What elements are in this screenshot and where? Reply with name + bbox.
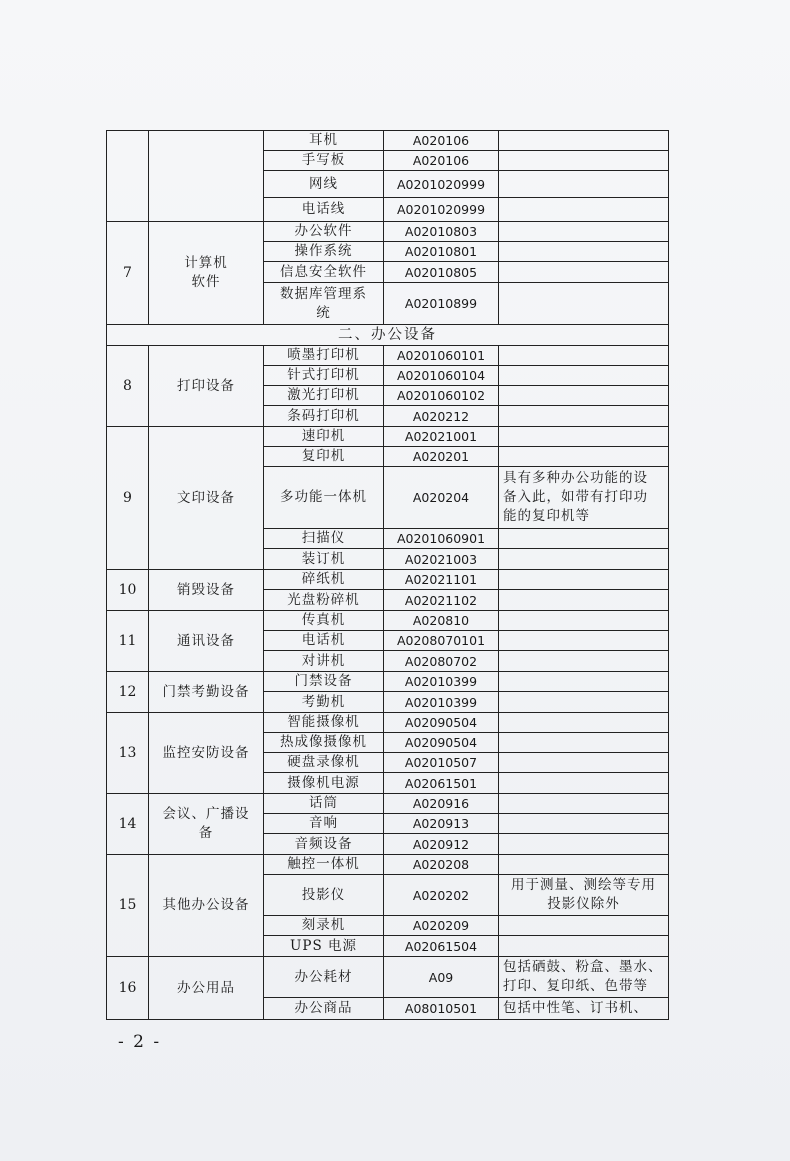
item-name: 智能摄像机 — [264, 713, 384, 733]
table-row — [107, 672, 669, 692]
category-cell: 通讯设备 — [149, 611, 264, 672]
item-note — [499, 427, 669, 447]
item-note — [499, 131, 669, 151]
item-note — [499, 570, 669, 590]
row-number: 11 — [107, 611, 149, 672]
item-name: 复印机 — [264, 447, 384, 467]
item-name: 信息安全软件 — [264, 262, 384, 283]
item-note — [499, 346, 669, 366]
item-code: A02061501 — [384, 773, 499, 794]
item-name: 硬盘录像机 — [264, 753, 384, 773]
table-row — [107, 222, 669, 242]
category-cell: 会议、广播设 备 — [149, 794, 264, 855]
item-note — [499, 529, 669, 549]
item-code: A0201060102 — [384, 386, 499, 406]
item-code: A020810 — [384, 611, 499, 631]
item-note — [499, 447, 669, 467]
table-row — [107, 570, 669, 590]
item-code: A0201060901 — [384, 529, 499, 549]
item-note — [499, 855, 669, 875]
item-code: A02010399 — [384, 672, 499, 692]
item-code: A02010899 — [384, 283, 499, 325]
item-name: 电话机 — [264, 631, 384, 651]
category-cell — [149, 131, 264, 222]
item-name: 多功能一体机 — [264, 467, 384, 529]
item-code: A020912 — [384, 834, 499, 855]
item-name: 网线 — [264, 171, 384, 198]
section-title: 二、办公设备 — [107, 325, 669, 346]
page-number: - 2 - — [118, 1032, 162, 1052]
item-code: A02090504 — [384, 713, 499, 733]
row-number: 15 — [107, 855, 149, 957]
category-cell: 监控安防设备 — [149, 713, 264, 794]
category-cell: 门禁考勤设备 — [149, 672, 264, 713]
item-name: 条码打印机 — [264, 406, 384, 427]
table-row — [107, 611, 669, 631]
item-name: 激光打印机 — [264, 386, 384, 406]
row-number: 16 — [107, 957, 149, 1020]
row-number: 12 — [107, 672, 149, 713]
item-code: A02010507 — [384, 753, 499, 773]
item-name: 摄像机电源 — [264, 773, 384, 794]
item-code: A02021003 — [384, 549, 499, 570]
item-code: A020106 — [384, 131, 499, 151]
item-name: 热成像摄像机 — [264, 733, 384, 753]
item-name: 传真机 — [264, 611, 384, 631]
table-row — [107, 713, 669, 733]
item-note — [499, 814, 669, 834]
item-code: A02010801 — [384, 242, 499, 262]
item-name: 门禁设备 — [264, 672, 384, 692]
item-note — [499, 916, 669, 936]
item-name: 对讲机 — [264, 651, 384, 672]
item-name: 数据库管理系 统 — [264, 283, 384, 325]
section-header-row — [107, 325, 669, 346]
item-note — [499, 406, 669, 427]
item-name: 考勤机 — [264, 692, 384, 713]
category-cell: 销毁设备 — [149, 570, 264, 611]
item-name: 话筒 — [264, 794, 384, 814]
item-name: 刻录机 — [264, 916, 384, 936]
table-row — [107, 346, 669, 366]
item-code: A02010399 — [384, 692, 499, 713]
row-number — [107, 131, 149, 222]
item-code: A020208 — [384, 855, 499, 875]
table-row — [107, 957, 669, 998]
item-note — [499, 773, 669, 794]
item-note — [499, 794, 669, 814]
item-code: A0208070101 — [384, 631, 499, 651]
item-code: A02080702 — [384, 651, 499, 672]
item-code: A02021001 — [384, 427, 499, 447]
item-note — [499, 651, 669, 672]
row-number: 7 — [107, 222, 149, 325]
item-note — [499, 590, 669, 611]
item-code: A09 — [384, 957, 499, 998]
item-note — [499, 672, 669, 692]
item-name: 投影仪 — [264, 875, 384, 916]
item-note — [499, 366, 669, 386]
item-name: 音响 — [264, 814, 384, 834]
item-name: 速印机 — [264, 427, 384, 447]
category-cell: 打印设备 — [149, 346, 264, 427]
item-name: 办公耗材 — [264, 957, 384, 998]
item-note — [499, 262, 669, 283]
item-code: A020201 — [384, 447, 499, 467]
item-code: A0201060104 — [384, 366, 499, 386]
category-cell: 计算机 软件 — [149, 222, 264, 325]
item-note — [499, 611, 669, 631]
item-note — [499, 834, 669, 855]
item-note — [499, 386, 669, 406]
item-code: A02061504 — [384, 936, 499, 957]
item-name: 光盘粉碎机 — [264, 590, 384, 611]
item-name: 音频设备 — [264, 834, 384, 855]
item-name: 针式打印机 — [264, 366, 384, 386]
item-code: A020204 — [384, 467, 499, 529]
item-note — [499, 692, 669, 713]
item-name: UPS 电源 — [264, 936, 384, 957]
table-row — [107, 855, 669, 875]
table-row — [107, 131, 669, 151]
item-name: 耳机 — [264, 131, 384, 151]
item-name: 办公软件 — [264, 222, 384, 242]
item-note — [499, 171, 669, 198]
item-note — [499, 242, 669, 262]
item-name: 办公商品 — [264, 998, 384, 1020]
item-code: A0201060101 — [384, 346, 499, 366]
row-number: 14 — [107, 794, 149, 855]
item-note: 用于测量、测绘等专用 投影仪除外 — [499, 875, 669, 916]
item-code: A020209 — [384, 916, 499, 936]
item-note — [499, 713, 669, 733]
category-cell: 其他办公设备 — [149, 855, 264, 957]
item-note — [499, 222, 669, 242]
item-note — [499, 283, 669, 325]
item-code: A02010805 — [384, 262, 499, 283]
category-cell: 办公用品 — [149, 957, 264, 1020]
item-code: A0201020999 — [384, 171, 499, 198]
row-number: 13 — [107, 713, 149, 794]
item-note — [499, 936, 669, 957]
item-note: 包括硒鼓、粉盒、墨水、 打印、复印纸、色带等 — [499, 957, 669, 998]
table-row — [107, 794, 669, 814]
item-name: 喷墨打印机 — [264, 346, 384, 366]
item-code: A020913 — [384, 814, 499, 834]
category-cell: 文印设备 — [149, 427, 264, 570]
item-code: A020106 — [384, 151, 499, 171]
item-note — [499, 198, 669, 222]
item-code: A02010803 — [384, 222, 499, 242]
item-note — [499, 733, 669, 753]
item-code: A02021102 — [384, 590, 499, 611]
item-name: 碎纸机 — [264, 570, 384, 590]
item-code: A020916 — [384, 794, 499, 814]
item-note — [499, 631, 669, 651]
item-name: 装订机 — [264, 549, 384, 570]
row-number: 8 — [107, 346, 149, 427]
item-code: A02090504 — [384, 733, 499, 753]
item-code: A02021101 — [384, 570, 499, 590]
row-number: 10 — [107, 570, 149, 611]
item-note — [499, 151, 669, 171]
item-name: 扫描仪 — [264, 529, 384, 549]
table-row — [107, 427, 669, 447]
item-note: 包括中性笔、订书机、 — [499, 998, 669, 1020]
item-name: 触控一体机 — [264, 855, 384, 875]
row-number: 9 — [107, 427, 149, 570]
item-code: A08010501 — [384, 998, 499, 1020]
item-name: 电话线 — [264, 198, 384, 222]
item-note — [499, 753, 669, 773]
item-code: A0201020999 — [384, 198, 499, 222]
item-code: A020212 — [384, 406, 499, 427]
item-name: 操作系统 — [264, 242, 384, 262]
item-name: 手写板 — [264, 151, 384, 171]
procurement-catalog-table — [106, 130, 669, 1020]
item-note — [499, 549, 669, 570]
item-code: A020202 — [384, 875, 499, 916]
item-note: 具有多种办公功能的设 备入此，如带有打印功 能的复印机等 — [499, 467, 669, 529]
